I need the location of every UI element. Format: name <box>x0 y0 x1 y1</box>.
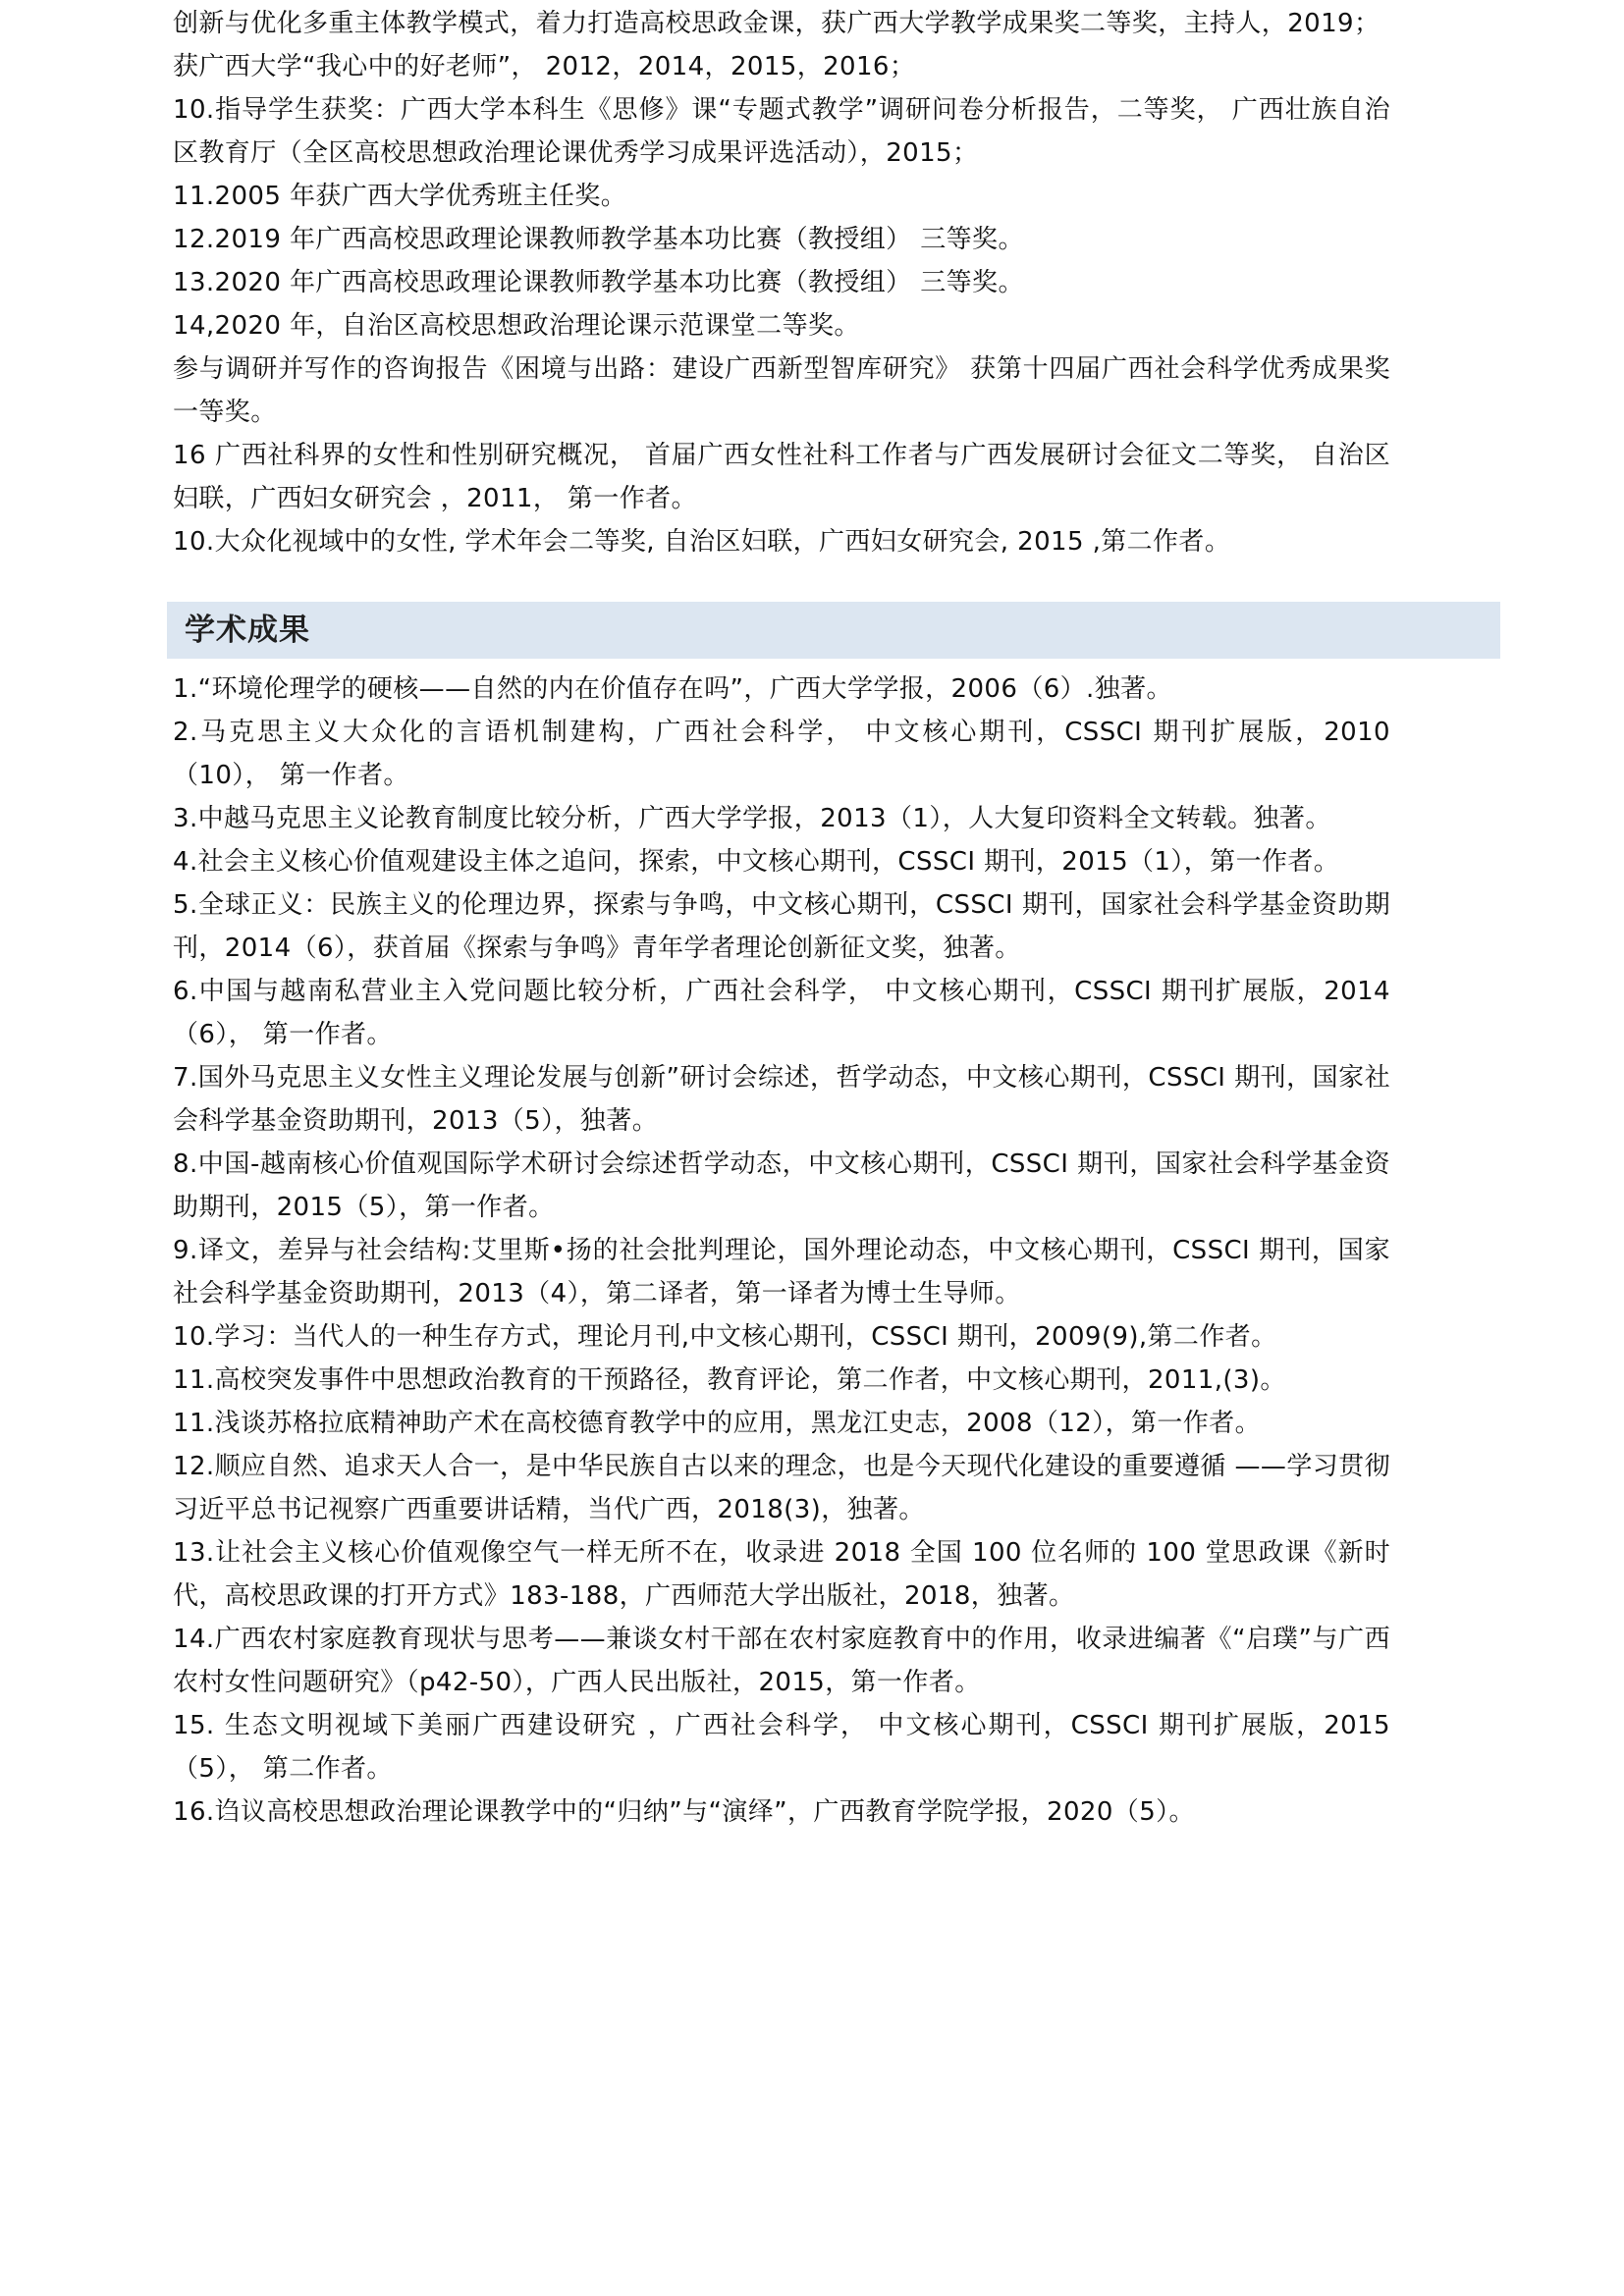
award-item: 11.2005 年获广西大学优秀班主任奖。 <box>173 182 627 211</box>
section-title: 学术成果 <box>185 613 310 648</box>
publication-item: 9.译文，差异与社会结构:艾里斯•扬的社会批判理论，国外理论动态，中文核心期刊，CSSCI 期刊，国家社会科学基金资助期刊，2013（4），第二译者，第一译者为博士生导师。 <box>173 1236 1390 1308</box>
award-item: 10.大众化视域中的女性, 学术年会二等奖, 自治区妇联，广西妇女研究会, 2015 ,第二作者。 <box>173 527 1231 557</box>
publication-item: 12.顺应自然、追求天人合一，是中华民族自古以来的理念，也是今天现代化建设的重要遵循 ——学习贯彻习近平总书记视察广西重要讲话精，当代广西，2018(3)，独著。 <box>173 1452 1390 1524</box>
publication-item: 11.高校突发事件中思想政治教育的干预路径，教育评论，第二作者，中文核心期刊，2011,(3)。 <box>173 1365 1286 1395</box>
publication-item: 8.中国-越南核心价值观国际学术研讨会综述哲学动态，中文核心期刊，CSSCI 期刊，国家社会科学基金资助期刊，2015（5），第一作者。 <box>173 1149 1390 1222</box>
award-item: 10.指导学生获奖：广西大学本科生《思修》课“专题式教学”调研问卷分析报告，二等奖， 广西壮族自治区教育厅（全区高校思想政治理论课优秀学习成果评选活动），2015； <box>173 95 1390 168</box>
publication-item: 16.诌议高校思想政治理论课教学中的“归纳”与“演绎”，广西教育学院学报，2020（5）。 <box>173 1797 1195 1827</box>
publication-item: 7.国外马克思主义女性主义理论发展与创新”研讨会综述，哲学动态，中文核心期刊，CSSCI 期刊，国家社会科学基金资助期刊，2013（5），独著。 <box>173 1063 1390 1136</box>
publication-item: 4.社会主义核心价值观建设主体之追问，探索，中文核心期刊，CSSCI 期刊，2015（1），第一作者。 <box>173 847 1340 877</box>
publication-item: 1.“环境伦理学的硬核——自然的内在价值存在吗”，广西大学学报，2006（6）.独著。 <box>173 674 1172 704</box>
award-item: 14,2020 年，自治区高校思想政治理论课示范课堂二等奖。 <box>173 311 860 341</box>
awards-list <box>173 2 1390 563</box>
publication-item: 11.浅谈苏格拉底精神助产术在高校德育教学中的应用，黑龙江史志，2008（12），第一作者。 <box>173 1409 1262 1438</box>
award-item: 16 广西社科界的女性和性别研究概况， 首届广西女性社科工作者与广西发展研讨会征文二等奖， 自治区妇联，广西妇女研究会 ，2011， 第一作者。 <box>173 441 1390 513</box>
publication-item: 15. 生态文明视域下美丽广西建设研究 ，广西社会科学， 中文核心期刊，CSSCI 期刊扩展版，2015（5）， 第二作者。 <box>173 1711 1390 1784</box>
award-item: 参与调研并写作的咨询报告《困境与出路：建设广西新型智库研究》 获第十四届广西社会科学优秀成果奖一等奖。 <box>173 354 1390 427</box>
publication-item: 3.中越马克思主义论教育制度比较分析，广西大学学报，2013（1），人大复印资料全文转载。独著。 <box>173 804 1331 833</box>
award-item: 13.2020 年广西高校思政理论课教师教学基本功比赛（教授组） 三等奖。 <box>173 268 1024 297</box>
publication-item: 13.让社会主义核心价值观像空气一样无所不在，收录进 2018 全国 100 位名师的 100 堂思政课《新时代，高校思政课的打开方式》183-188，广西师范大学出版社，2018，独著。 <box>173 1538 1390 1611</box>
publication-item: 14.广西农村家庭教育现状与思考——兼谈女村干部在农村家庭教育中的作用，收录进编著《“启璞”与广西农村女性问题研究》（p42-50），广西人民出版社，2015，第一作者。 <box>173 1625 1390 1697</box>
award-item: 创新与优化多重主体教学模式，着力打造高校思政金课，获广西大学教学成果奖二等奖，主持人，2019； <box>173 9 1380 38</box>
award-item: 12.2019 年广西高校思政理论课教师教学基本功比赛（教授组） 三等奖。 <box>173 225 1024 254</box>
publication-item: 10.学习：当代人的一种生存方式，理论月刊,中文核心期刊，CSSCI 期刊，2009(9),第二作者。 <box>173 1322 1277 1352</box>
award-item: 获广西大学“我心中的好老师”， 2012，2014，2015，2016； <box>173 52 916 81</box>
publications-list <box>173 667 1390 1834</box>
publication-item: 2.马克思主义大众化的言语机制建构，广西社会科学， 中文核心期刊，CSSCI 期刊扩展版，2010（10）， 第一作者。 <box>173 718 1390 790</box>
publication-item: 6.中国与越南私营业主入党问题比较分析，广西社会科学， 中文核心期刊，CSSCI 期刊扩展版，2014（6）， 第一作者。 <box>173 977 1390 1049</box>
publication-item: 5.全球正义：民族主义的伦理边界，探索与争鸣，中文核心期刊，CSSCI 期刊，国家社会科学基金资助期刊，2014（6），获首届《探索与争鸣》青年学者理论创新征文奖，独著。 <box>173 890 1390 963</box>
section-header-academic-achievements <box>167 602 1500 659</box>
